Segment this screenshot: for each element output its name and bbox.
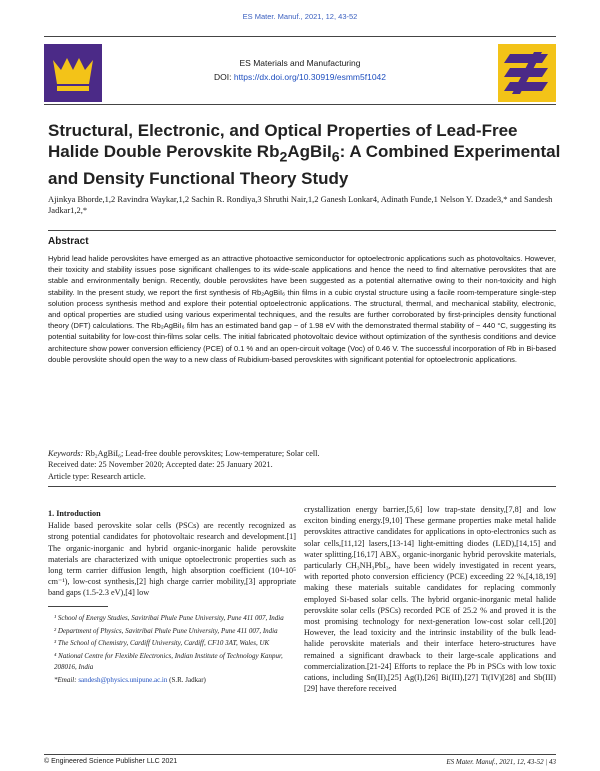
abstract-rule: [48, 230, 556, 231]
title-subscript: 2: [279, 149, 288, 166]
affiliation-item: ⁴ National Centre for Flexible Electronics, Indian Institute of Technology Kanpur, 208016, India: [54, 652, 283, 671]
affiliation-item: ² Department of Physics, Savitribai Phule Pune University, Pune 411 007, India: [54, 626, 278, 635]
title-subscript: 6: [331, 149, 340, 166]
abstract-text: Hybrid lead halide perovskites have emerged as an attractive photoactive semiconductor for optoelectronic applications such as photovoltaics. However, their toxicity and stability issues pose significant challenges to its wide-scale applications and hence the need to find alternative perovskites that are stable and environmentally benign. Recently, double perovskites have been suggested as a potential alternative owing to their non-toxicity and high stability. In the present study, we report the first synthesis of Rb₂AgBiI₆ thin films in a cubic crystal structure using a facile room-temperature single-step solution process synthesis method and explore their potential optoelectronic applications. The structural, thermal, and mechanical stability, electronic, and optical properties are studied using various experimental techniques, and the results are further corroborated by first-principles density functional theory (DFT) calculations. The Rb₂AgBiI₆ film has an estimated band gap ~ of 1.98 eV with the demonstrated thermal stability of ~ 440 °C, suggesting its potential suitability for low-cost thin-films solar cells. The initial fabricated photovoltaic device without optimization of the synthesis conditions and device architecture show power conversion efficiency (PCE) of 0.1 % and an open-circuit voltage (Voc) of 0.46 V. The successful incorporation of Rb in Bi-based double perovskite should open the way to a new class of Rubidium-based perovskites with significant potential for optoelectronic applications.: [48, 254, 556, 364]
keywords-value: Rb₂AgBiI₆; Lead-free double perovskites; Low-temperature; Solar cell.: [85, 449, 320, 458]
email-link[interactable]: sandesh@physics.unipune.ac.in: [78, 675, 168, 684]
affiliations: [54, 613, 294, 687]
dates: Received date: 25 November 2020; Accepted date: 25 January 2021.: [48, 460, 273, 470]
journal-name: ES Materials and Manufacturing: [239, 58, 361, 68]
author-list: Ajinkya Bhorde,1,2 Ravindra Waykar,1,2 Sachin R. Rondiya,3 Shruthi Nair,1,2 Ganesh Lonkar4, Adinath Funde,1 Nelson Y. Dzade3,* and Sandesh Jadkar1,2,*: [48, 194, 553, 215]
footnote-rule: [48, 606, 108, 607]
title-text: AgBiI: [287, 142, 332, 161]
keywords: [48, 448, 556, 459]
article-type: Article type: Research article.: [48, 471, 146, 481]
doi-label: DOI:: [214, 72, 234, 82]
title-text: Structural, Electronic, and Optical Properties of Lead-Free Halide Double Perovskite Rb: [48, 121, 518, 161]
article-meta: [48, 448, 556, 482]
meta-rule: [48, 486, 556, 487]
header-rule-lower: [44, 104, 556, 105]
journal-logo-right: [498, 44, 556, 102]
running-header: ES Mater. Manuf., 2021, 12, 43-52: [242, 12, 358, 21]
intro-text-left: Halide based perovskite solar cells (PSCs) are recently recognized as strong potential candidates for photovoltaic research and development.[1] The organic-inorganic and hybrid organic-inorganic halide perovskite materials are characterized with unique optoelectronic properties such as long term carrier diffusion length, high absorption coefficient (10⁴-10⁵ cm⁻¹), low-cost synthesis,[2] high charge carrier mobility,[3] appropriate band gaps (1.5-2.3 eV),[4] low: [48, 521, 296, 598]
right-column: [304, 504, 556, 694]
doi-link[interactable]: https://dx.doi.org/10.30919/esmm5f1042: [233, 72, 386, 82]
affiliation-item: ¹ School of Energy Studies, Savitribai Phule Pune University, Pune 411 007, India: [54, 614, 284, 622]
paper-title: [48, 120, 568, 189]
affiliation-item: ³ The School of Chemistry, Cardiff University, Cardiff, CF10 3AT, Wales, UK: [54, 639, 270, 648]
header-rule: [44, 36, 556, 37]
footer-copyright: © Engineered Science Publisher LLC 2021: [44, 758, 178, 765]
section-heading: 1. Introduction: [48, 509, 101, 518]
left-column: [48, 508, 296, 599]
footer-citation: ES Mater. Manuf., 2021, 12, 43-52 | 43: [446, 758, 556, 766]
footer-rule: [44, 754, 556, 755]
title-text: : A Combined Experimental and Density Functional Theory Study: [48, 142, 561, 189]
email-line: [54, 675, 294, 686]
keywords-label: Keywords:: [48, 449, 86, 458]
email-suffix: (S.R. Jadkar): [167, 675, 206, 684]
intro-text-right: crystallization energy barrier,[5,6] low trap-state density,[7,8] and low exciton binding energy.[9,10] These germane properties make metal halide perovskites attractive candidates for applications in opto-electronics such as solar cells,[11,12] lasers,[13-14] light-emitting diodes (LED),[14,15] and water splitting.[16,17] ABX₃ organic-inorganic hybrid perovskite materials, particularly CH₃NH₃PbI₃, have been widely investigated in recent years, with reported photo conversion efficiency (PCE) exceeding 22 %,[4,18,19] making these materials suitable candidates for replacing commonly employed Si-based solar cells. The hybrid organic-inorganic metal halide perovskite solar cells (PSCs) recorded PCE of 25.2 % and proved it is the most promising technology for next-generation low-cost solar cell.[20] However, the lead toxicity and the intrinsic instability of the bulk lead-halide perovskite materials and their interface hetero-structures have remained a significant drawback to their large-scale applications and commercialization.[21-24] Efforts to replace the Pb in PSCs with low toxic cations, including Sn(II),[25] Ag(I),[26] Bi(III),[27] Ti(IV)[28] and Sb(III)[29] have therefore received: [304, 505, 556, 694]
abstract-heading: Abstract: [48, 236, 89, 247]
email-label: *Email:: [54, 675, 79, 684]
